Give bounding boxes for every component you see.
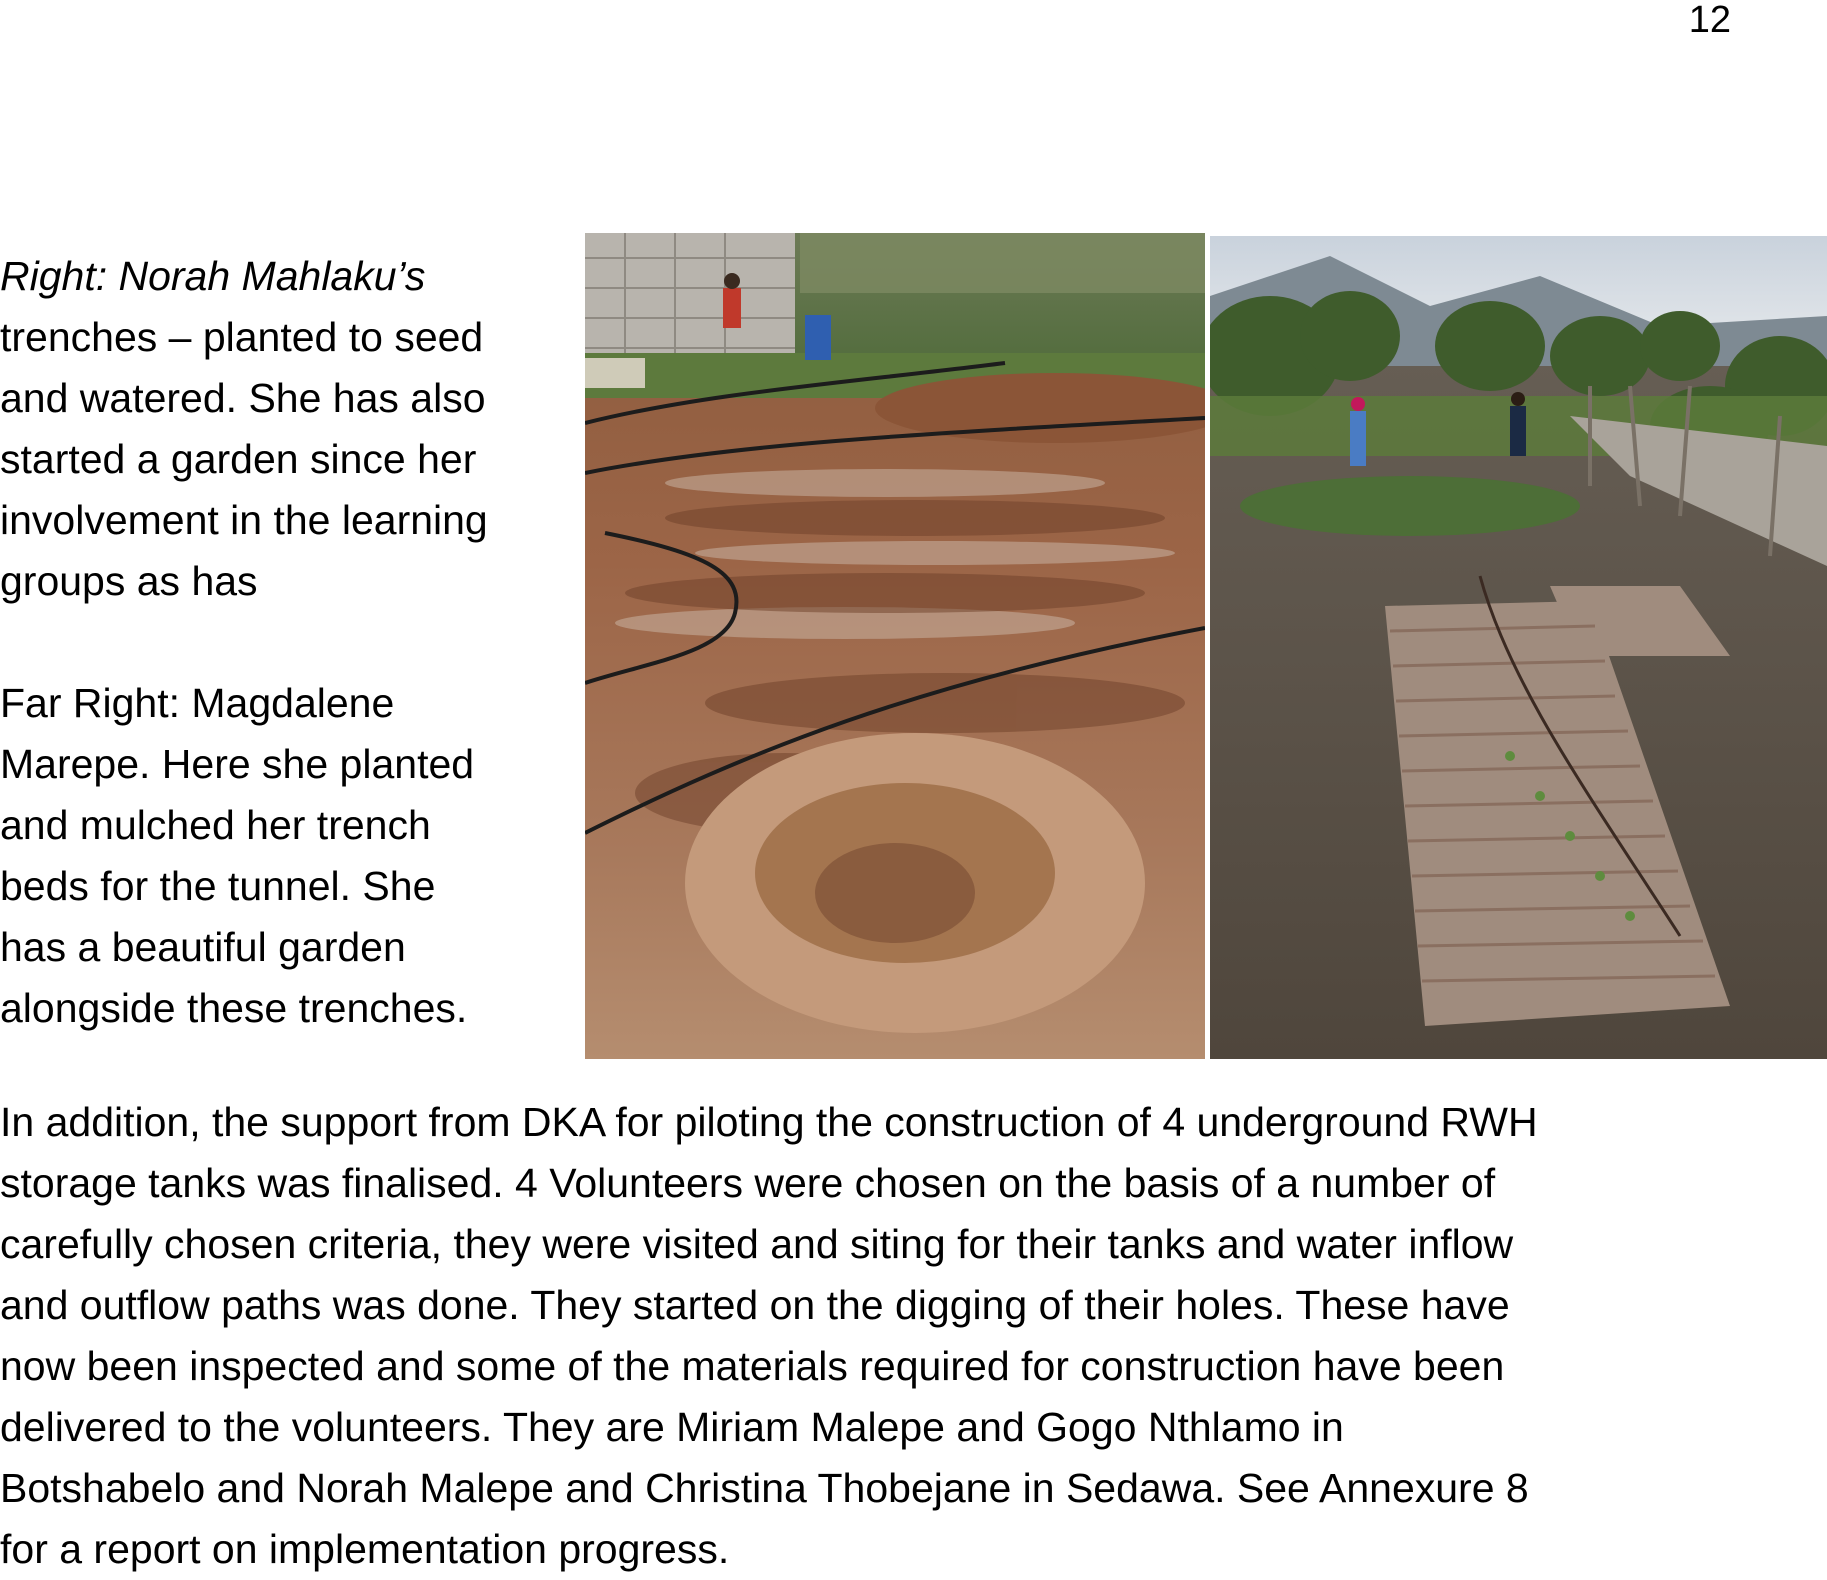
page-number: 12 bbox=[1688, 0, 1731, 41]
body-line: carefully chosen criteria, they were visited and siting for their tanks and water inflow bbox=[0, 1221, 1514, 1267]
caption-line: and watered. She has also bbox=[0, 375, 486, 421]
caption-line: involvement in the learning bbox=[0, 497, 488, 543]
body-line: Botshabelo and Norah Malepe and Christina Thobejane in Sedawa. See Annexure 8 bbox=[0, 1465, 1529, 1511]
caption-line: has a beautiful garden bbox=[0, 924, 406, 970]
caption-line: and mulched her trench bbox=[0, 802, 431, 848]
caption-line: alongside these trenches. bbox=[0, 985, 468, 1031]
caption-line: started a garden since her bbox=[0, 436, 477, 482]
body-line: and outflow paths was done. They started on the digging of their holes. These have bbox=[0, 1282, 1510, 1328]
body-line: for a report on implementation progress. bbox=[0, 1526, 730, 1572]
body-line: In addition, the support from DKA for piloting the construction of 4 underground RWH bbox=[0, 1099, 1538, 1145]
caption-line: Far Right: Magdalene bbox=[0, 680, 395, 726]
garden-photo-svg bbox=[1210, 236, 1827, 1059]
caption-spacer bbox=[0, 612, 560, 673]
trench-photo-icon bbox=[585, 233, 1205, 1059]
body-line: storage tanks was finalised. 4 Volunteers were chosen on the basis of a number of bbox=[0, 1160, 1496, 1206]
body-line: now been inspected and some of the materials required for construction have been bbox=[0, 1343, 1505, 1389]
mulched-garden-photo-icon bbox=[1210, 236, 1827, 1059]
caption-line: Right: Norah Mahlaku’s bbox=[0, 253, 426, 299]
caption-line: beds for the tunnel. She bbox=[0, 863, 436, 909]
caption-line: groups as has bbox=[0, 558, 258, 604]
body-paragraph bbox=[0, 1092, 1780, 1580]
body-line: delivered to the volunteers. They are Miriam Malepe and Gogo Nthlamo in bbox=[0, 1404, 1344, 1450]
photo-caption bbox=[0, 246, 560, 1039]
caption-line: Marepe. Here she planted bbox=[0, 741, 475, 787]
caption-line: trenches – planted to seed bbox=[0, 314, 484, 360]
trench-photo-svg bbox=[585, 233, 1205, 1059]
